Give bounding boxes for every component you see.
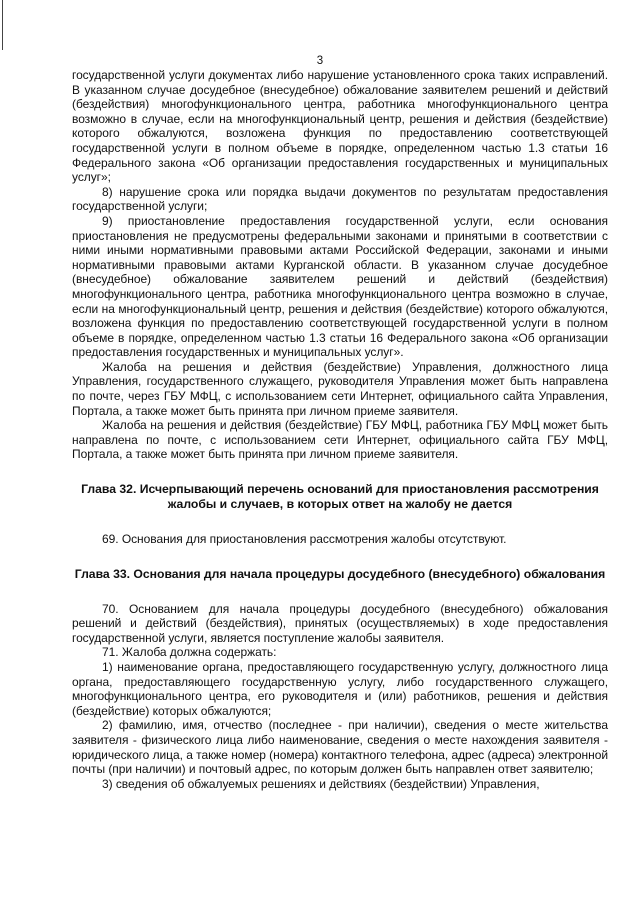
paragraph: 2) фамилию, имя, отчество (последнее - при наличии), сведения о месте жительства заявителя - физического лица либо наименование, сведения о месте нахождения заявителя - юридического лица, а также номер (номера) контактного телефона, адрес (адреса) электронной почты (при наличии) и почтовый адрес, по которым должен быть направлен ответ заявителю; <box>72 718 608 777</box>
paragraph: 69. Основания для приостановления рассмотрения жалобы отсутствуют. <box>102 532 507 547</box>
chapter-heading: Глава 32. Исчерпывающий перечень оснований для приостановления рассмотрения жалобы и случаев, в которых ответ на жалобу не дается <box>81 482 599 512</box>
paragraph: 9) приостановление предоставления государственной услуги, если основания приостановления не предусмотрены федеральными законами и принятыми в соответствии с ними иными нормативными правовыми актами Российской Федерации, законами и иными нормативными правовыми актами Курганской области. В указанном случае досудебное (внесудебное) обжалование заявителем решений и действий (бездействия) многофункционального центра, работника многофункционального центра возможно в случае, если на многофункциональный центр, решения и действия (бездействие) которого обжалуются, возложена функция по предоставлению соответствующей государственной услуги в полном объеме в порядке, определенном частью 1.3 статьи 16 Федерального закона «Об организации предоставления государственных и муниципальных услуг». <box>72 213 608 360</box>
paragraph: 3) сведения об обжалуемых решениях и действиях (бездействии) Управления, <box>102 776 540 791</box>
paragraph: Жалоба на решения и действия (бездействие) Управления, должностного лица Управления, государственного служащего, руководителя Управления может быть направлена по почте, через ГБУ МФЦ, с использованием сети Интернет, официального сайта Управления, Портала, а также может быть принята при личном приеме заявителя. <box>72 359 608 418</box>
page-number: 3 <box>316 55 324 67</box>
chapter-heading: Глава 33. Основания для начала процедуры досудебного (внесудебного) обжалования <box>74 566 606 581</box>
paragraph: 8) нарушение срока или порядка выдачи документов по результатам предоставления государственной услуги; <box>72 184 608 214</box>
paragraph: Жалоба на решения и действия (бездействие) ГБУ МФЦ, работника ГБУ МФЦ может быть направлена по почте, с использованием сети Интернет, официального сайта ГБУ МФЦ, Портала, а также может быть принята при личном приеме заявителя. <box>72 418 608 462</box>
paragraph: 1) наименование органа, предоставляющего государственную услугу, должностного лица органа, предоставляющего государственную услугу, либо государственного служащего, многофункционального центра, его руководителя и (или) работников, решения и действия (бездействие) которых обжалуются; <box>72 660 608 718</box>
page-edge-mark <box>2 0 3 50</box>
paragraph: 70. Основанием для начала процедуры досудебного (внесудебного) обжалования решений и действий (бездействия), принятых (осуществляемых) в ходе предоставления государственной услуги, является поступление жалобы заявителя. <box>72 601 608 645</box>
document-body <box>72 68 608 791</box>
paragraph: 71. Жалоба должна содержать: <box>102 645 277 660</box>
paragraph: государственной услуги документах либо нарушение установленного срока таких исправлений. В указанном случае досудебное (внесудебное) обжалование заявителем решений и действий (бездействия) многофункционального центра, работника многофункционального центра возможно в случае, если на многофункциональный центр, решения и действия (бездействие) которого обжалуются, возложена функция по предоставлению соответствующей государственной услуги в полном объеме в порядке, определенном частью 1.3 статьи 16 Федерального закона «Об организации предоставления государственных и муниципальных услуг»; <box>72 68 608 185</box>
